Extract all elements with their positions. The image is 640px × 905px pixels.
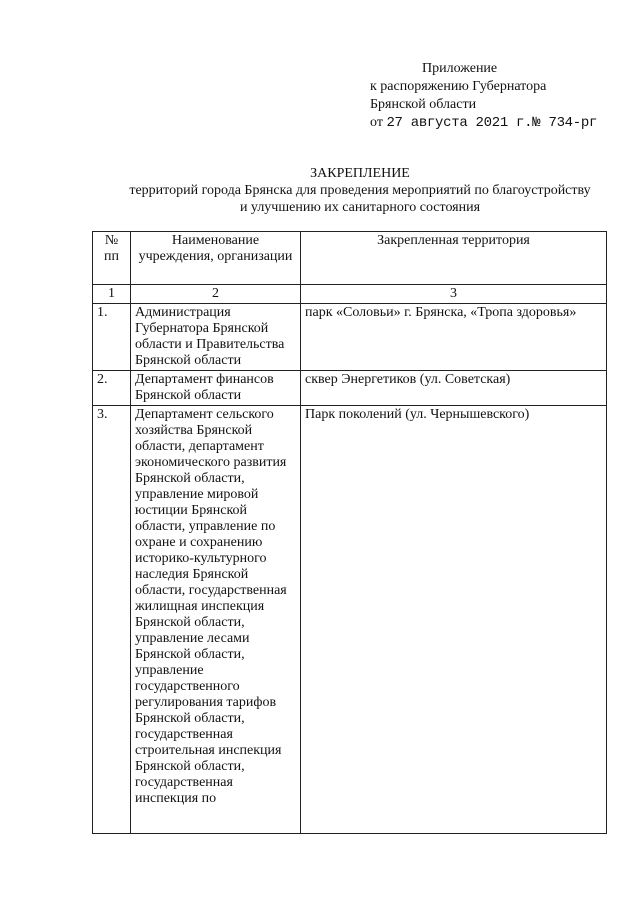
- title-subtitle-2: и улучшению их санитарного состояния: [239, 200, 481, 215]
- table-row: [93, 371, 607, 406]
- title-heading: ЗАКРЕПЛЕНИЕ: [310, 166, 410, 181]
- row-organization: Администрация Губернатора Брянской области и Правительства Брянской области: [131, 304, 301, 371]
- row-organization: Департамент финансов Брянской области: [131, 371, 301, 406]
- row-number: 2.: [93, 371, 131, 406]
- appendix-block: [370, 60, 597, 132]
- table-row: [93, 406, 607, 834]
- column-number: 3: [301, 285, 607, 304]
- row-number: 3.: [93, 406, 131, 834]
- date-prefix: от: [370, 115, 383, 130]
- column-number: 2: [131, 285, 301, 304]
- table-header-row: [93, 232, 607, 285]
- column-number-row: [93, 285, 607, 304]
- row-territory: сквер Энергетиков (ул. Советская): [301, 371, 607, 406]
- date-value: 27 августа 2021 г.№ 734-рг: [386, 115, 598, 131]
- column-number: 1: [93, 285, 131, 304]
- row-organization: Департамент сельского хозяйства Брянской области, департамент экономического развития Брянской области, управление мировой юстиции Брянской области, управление по охране и сохранению историко-культурного наследия Брянской области, государственная жилищная инспекция Брянской области, управление лесами Брянской области, управление государственного регулирования тарифов Брянской области, государственная строительная инспекция Брянской области, государственная инспекция по: [131, 406, 301, 834]
- document-title: [90, 165, 630, 216]
- table-row: [93, 304, 607, 371]
- header-territory: Закрепленная территория: [301, 232, 607, 285]
- appendix-region-line: Брянской области: [370, 97, 477, 112]
- appendix-date-line: [370, 114, 597, 132]
- header-org: Наименование учреждения, организации: [131, 232, 301, 285]
- territory-table: [92, 231, 607, 834]
- header-num: № пп: [93, 232, 131, 285]
- row-territory: Парк поколений (ул. Чернышевского): [301, 406, 607, 834]
- appendix-title: Приложение: [422, 61, 498, 76]
- title-subtitle-1: территорий города Брянска для проведения мероприятий по благоустройству: [129, 183, 591, 198]
- row-territory: парк «Соловьи» г. Брянска, «Тропа здоровья»: [301, 304, 607, 371]
- row-number: 1.: [93, 304, 131, 371]
- appendix-order-line: к распоряжению Губернатора: [370, 79, 547, 94]
